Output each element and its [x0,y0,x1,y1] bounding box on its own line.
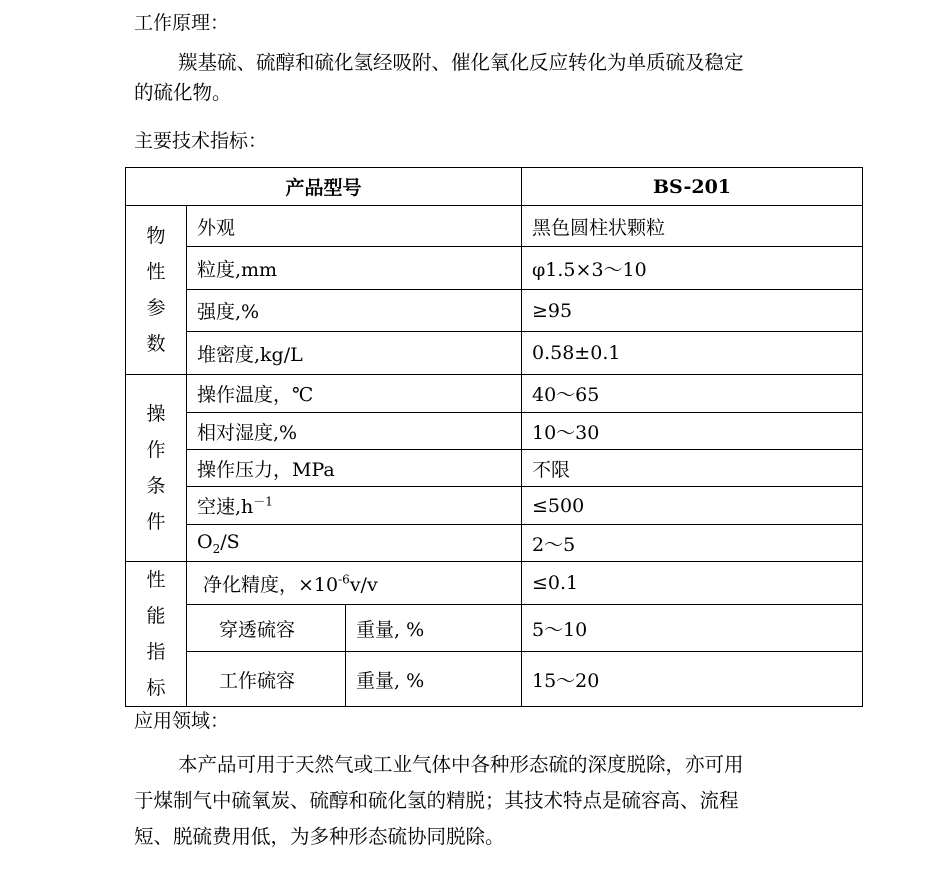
row-value: 黑色圆柱状颗粒 [522,206,863,247]
row-label: 堆密度,kg/L [187,332,522,375]
application-heading: 应用领域： [134,710,230,732]
row-value: 0.58±0.1 [522,332,863,375]
application-line-1: 本产品可用于天然气或工业气体中各种形态硫的深度脱除，亦可用 [178,753,744,776]
table-header-row [126,168,863,206]
row-label [187,562,522,605]
group-physical-label: 物 性 参 数 [146,225,166,355]
group-operating-label: 操 作 条 件 [146,403,166,533]
o2s-label-sub: 2 [212,541,221,556]
row-value: 2～5 [522,525,863,562]
table-row [126,487,863,525]
row-value: 不限 [522,450,863,487]
o2s-label-a: O [197,530,213,553]
row-value: ≤0.1 [522,562,863,605]
table-row [126,450,863,487]
table-row [126,652,863,707]
row-value: 10～30 [522,413,863,450]
row-value: 5～10 [522,605,863,652]
application-line-3: 短、脱硫费用低，为多种形态硫协同脱除。 [134,825,505,848]
group-performance [126,562,187,707]
header-label: 产品型号 [126,168,522,206]
row-label: 强度,% [187,290,522,332]
table-row [126,375,863,413]
table-row [126,562,863,605]
row-unit: 重量, % [346,605,522,652]
row-label: 相对湿度,% [187,413,522,450]
o2s-label-b: /S [220,530,240,553]
principle-line-1: 羰基硫、硫醇和硫化氢经吸附、催化氧化反应转化为单质硫及稳定 [178,51,744,74]
row-label: 粒度,mm [187,247,522,290]
principle-line-2: 的硫化物。 [134,81,232,104]
header-model: BS-201 [522,168,863,206]
group-physical [126,206,187,375]
space-velocity-label: 空速,h [197,496,254,518]
table-row [126,525,863,562]
row-unit: 重量, % [346,652,522,707]
table-row [126,605,863,652]
principle-heading: 工作原理： [134,12,230,34]
table-row [126,290,863,332]
row-label: 穿透硫容 [187,605,346,652]
group-performance-label: 性 能 指 标 [146,569,166,699]
table-row [126,332,863,375]
row-label: 外观 [187,206,522,247]
application-paragraph [134,747,864,855]
precision-tail: v/v [349,573,378,596]
specs-heading: 主要技术指标： [134,130,268,152]
table-row [126,413,863,450]
group-operating [126,375,187,562]
table-row [126,247,863,290]
row-value: 15～20 [522,652,863,707]
row-label [187,525,522,562]
row-label [187,487,522,525]
spec-table [125,167,863,707]
precision-label: 净化精度，×10 [203,573,339,596]
row-value: ≥95 [522,290,863,332]
precision-sup: -6 [338,572,350,587]
principle-paragraph [134,48,864,108]
application-line-2: 于煤制气中硫氧炭、硫醇和硫化氢的精脱；其技术特点是硫容高、流程 [134,789,739,812]
row-value: ≤500 [522,487,863,525]
row-value: 40～65 [522,375,863,413]
row-label: 操作压力，MPa [187,450,522,487]
row-label: 操作温度，℃ [187,375,522,413]
row-value: φ1.5×3～10 [522,247,863,290]
row-label: 工作硫容 [187,652,346,707]
space-velocity-sup: －1 [253,494,273,509]
table-row [126,206,863,247]
